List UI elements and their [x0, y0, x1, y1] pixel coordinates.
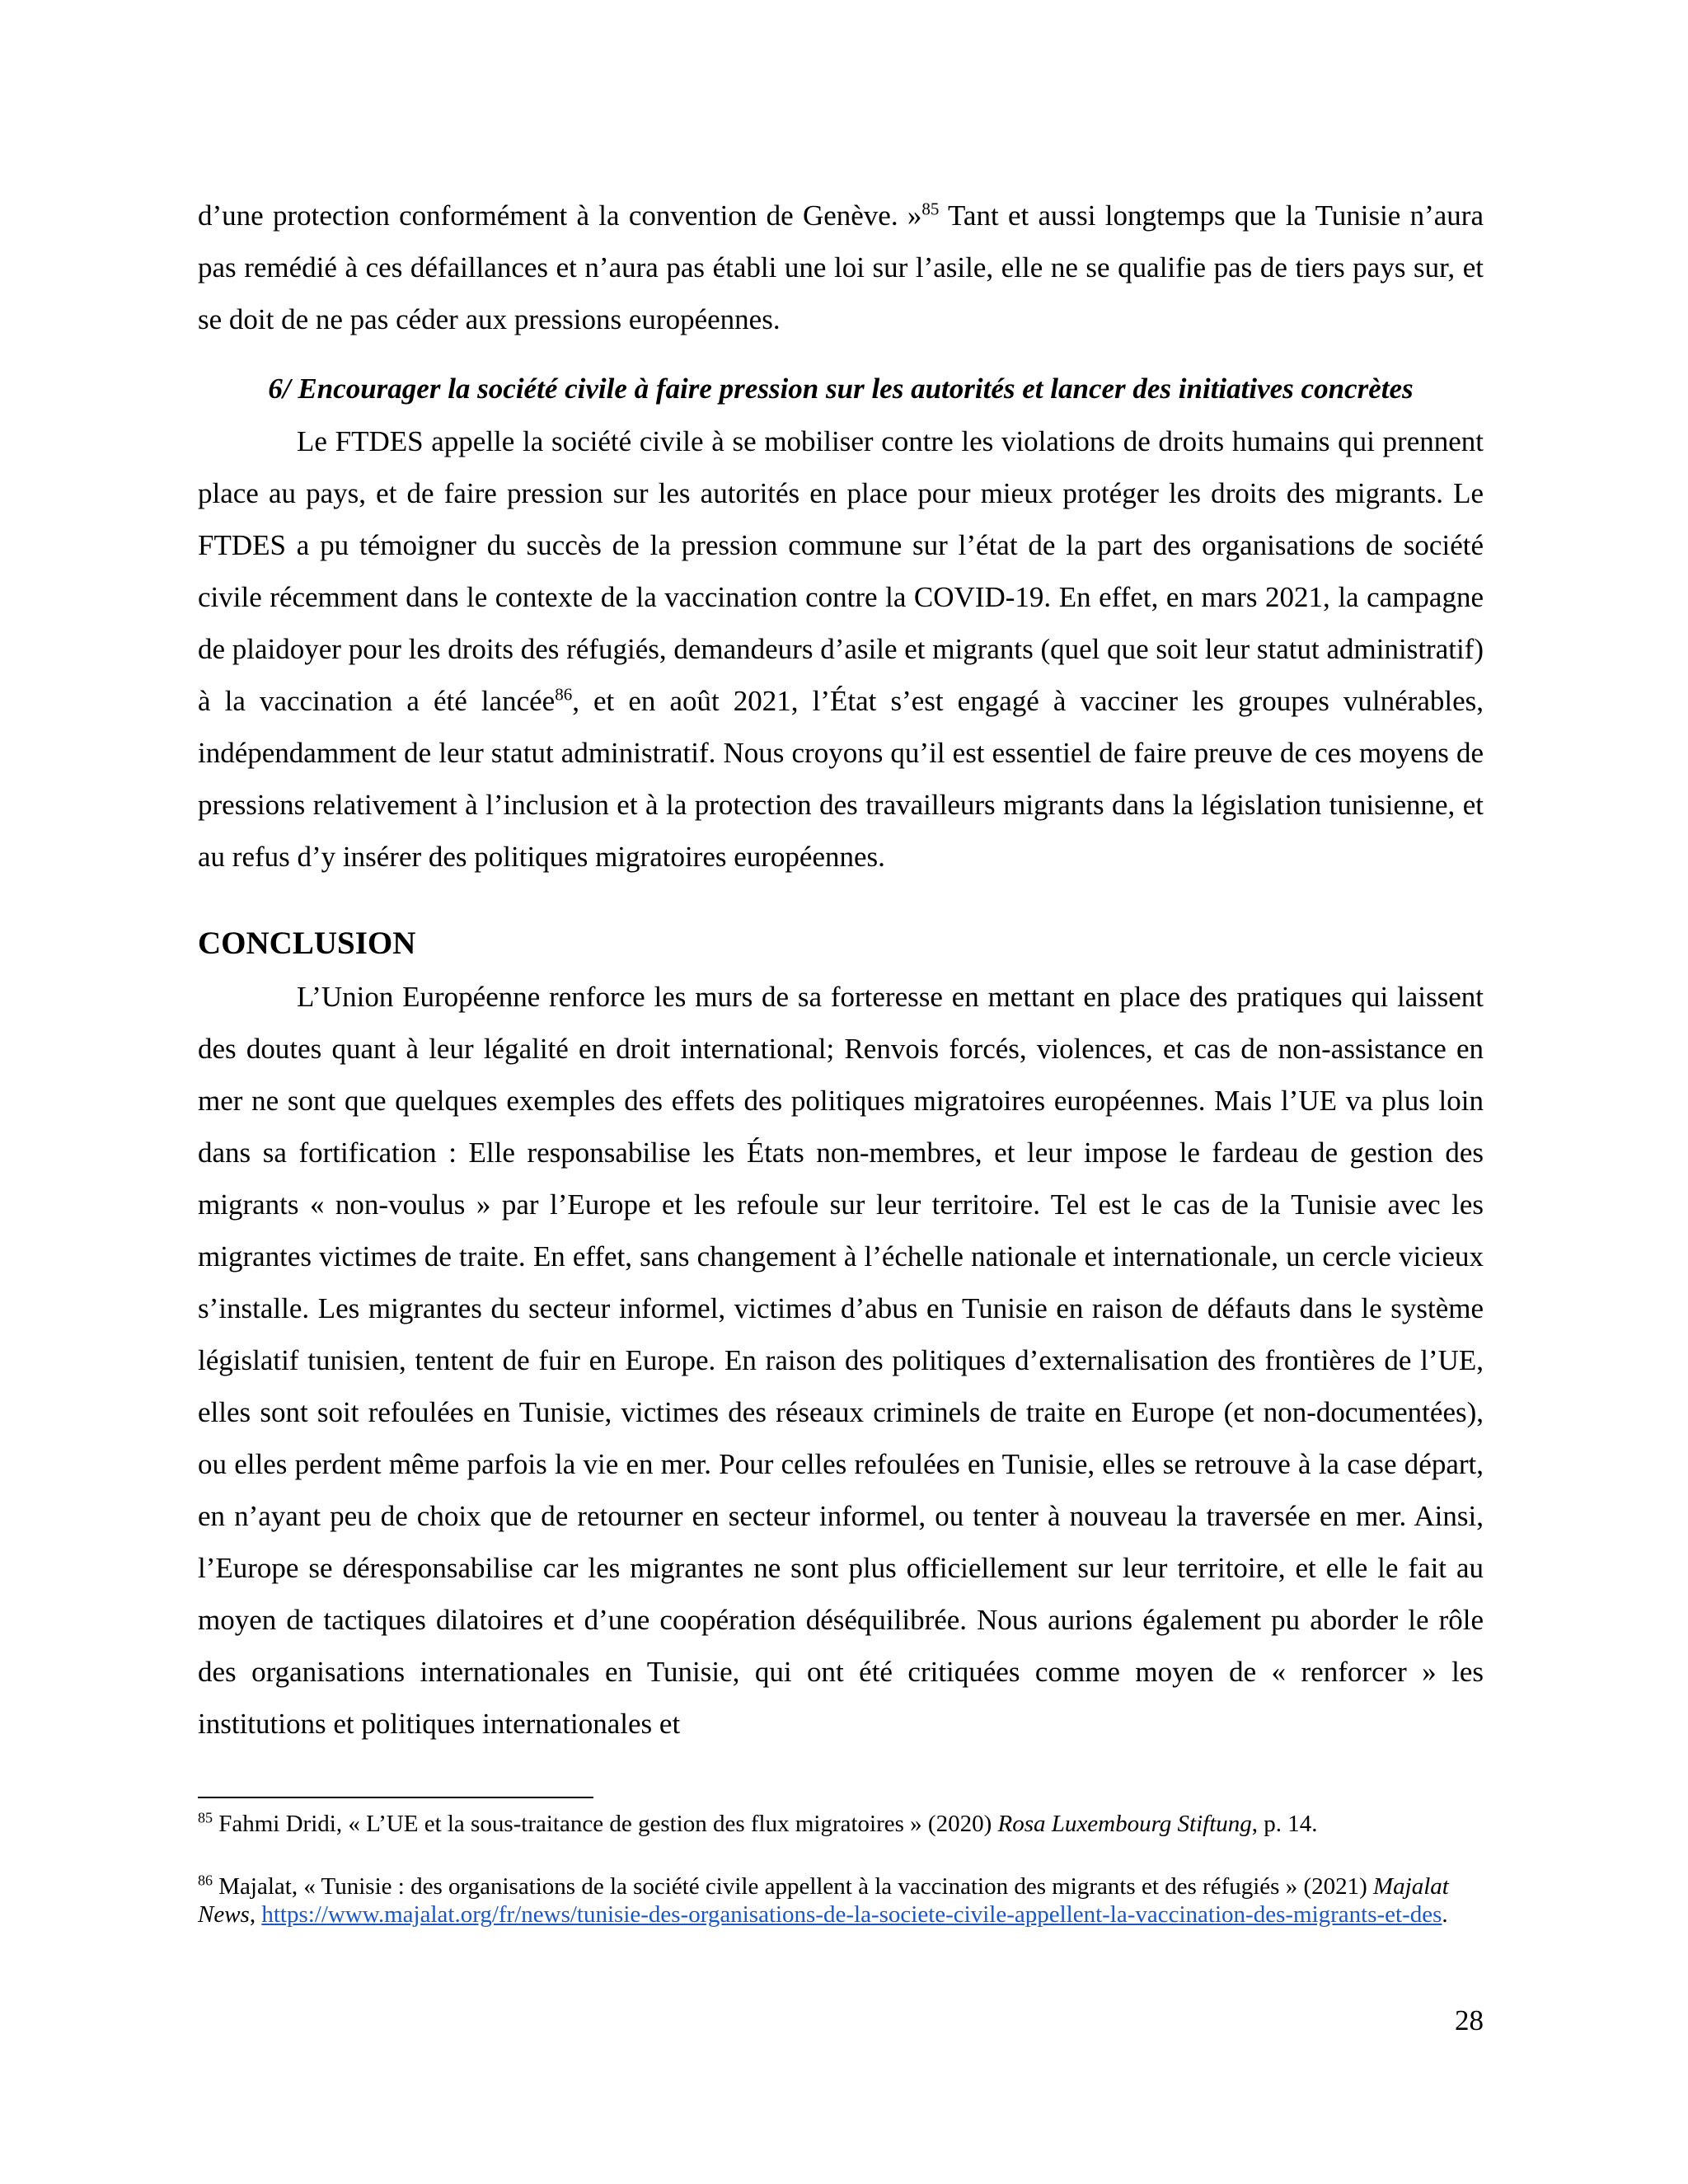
footnote-number: 86 [198, 1872, 213, 1889]
footnote-source-title: Rosa Luxembourg Stiftung [997, 1811, 1252, 1837]
paragraph-text: Tant et aussi longtemps que la Tunisie n’aura pas remédié à ces défaillances et n’aura pas établi une loi sur l’asile, elle ne se qualifie pas de tiers pays sur, et se doit de ne pas céder aux pressions européennes. [198, 199, 1484, 335]
footnote-86 [198, 1872, 1484, 1929]
paragraph-text: , et en août 2021, l’État s’est engagé à vacciner les groupes vulnérables, indépendamment de leur statut administratif. Nous croyons qu’il est essentiel de faire preuve de ces moyens de pressions relativement à l’inclusion et à la protection des travailleurs migrants dans la législation tunisienne, et au refus d’y insérer des politiques migratoires européennes. [198, 685, 1484, 873]
footnote-source-title: Majalat News [198, 1873, 1449, 1928]
paragraph-text: Le FTDES appelle la société civile à se mobiliser contre les violations de droits humains qui prennent place au pays, et de faire pression sur les autorités en place pour mieux protéger les droits des migrants. Le FTDES a pu témoigner du succès de la pression commune sur l’état de la part des organisations de société civile récemment dans le contexte de la vaccination contre la COVID-19. En effet, en mars 2021, la campagne de plaidoyer pour les droits des réfugiés, demandeurs d’asile et migrants (quel que soit leur statut administratif) à la vaccination a été lancée [198, 425, 1484, 717]
footnote-text: , [249, 1901, 262, 1928]
footnote-text: Fahmi Dridi, « L’UE et la sous-traitance de gestion des flux migratoires » (2020) [213, 1811, 998, 1837]
footnote-reference-86[interactable]: 86 [555, 684, 573, 705]
conclusion-heading: CONCLUSION [198, 926, 416, 961]
footnote-number: 85 [198, 1809, 213, 1826]
body-paragraph-continued [198, 190, 1484, 345]
body-paragraph-conclusion: L’Union Européenne renforce les murs de sa forteresse en mettant en place des pratiques qui laissent des doutes quant à leur légalité en droit international; Renvois forcés, violences, et cas de non-assistance en mer ne sont que quelques exemples des effets des politiques migratoires européennes. Mais l’UE va plus loin dans sa fortification : Elle responsabilise les États non-membres, et leur impose le fardeau de gestion des migrants « non-voulus » par l’Europe et les refoule sur leur territoire. Tel est le cas de la Tunisie avec les migrantes victimes de traite. En effet, sans changement à l’échelle nationale et internationale, un cercle vicieux s’installe. Les migrantes du secteur informel, victimes d’abus en Tunisie en raison de défauts dans le système législatif tunisien, tentent de fuir en Europe. En raison des politiques d’externalisation des frontières de l’UE, elles sont soit refoulées en Tunisie, victimes des réseaux criminels de traite en Europe (et non-documentées), ou elles perdent même parfois la vie en mer. Pour celles refoulées en Tunisie, elles se retrouve à la case départ, en n’ayant peu de choix que de retourner en secteur informel, ou tenter à nouveau la traversée en mer. Ainsi, l’Europe se déresponsabilise car les migrantes ne sont plus officiellement sur leur territoire, et elle le fait au moyen de tactiques dilatoires et d’une coopération déséquilibrée. Nous aurions également pu aborder le rôle des organisations internationales en Tunisie, qui ont été critiquées comme moyen de « renforcer » les institutions et politiques internationales et [198, 981, 1484, 1740]
footnote-text: Majalat, « Tunisie : des organisations de la société civile appellent à la vaccination des migrants et des réfugiés » (2021) [213, 1873, 1374, 1900]
footnote-separator [198, 1797, 593, 1798]
section-subheading: 6/ Encourager la société civile à faire pression sur les autorités et lancer des initiatives concrètes [268, 373, 1414, 405]
body-paragraph-ftdes [198, 415, 1484, 883]
footnote-text: , p. 14. [1251, 1811, 1318, 1837]
footnote-85 [198, 1810, 1484, 1838]
footnote-url-link[interactable]: https://www.majalat.org/fr/news/tunisie-des-organisations-de-la-societe-civile-appellent-la-vaccination-des-migrants-et-des [261, 1901, 1442, 1928]
footnote-reference-85[interactable]: 85 [921, 199, 940, 219]
footnote-text: . [1442, 1901, 1448, 1928]
paragraph-text: d’une protection conformément à la convention de Genève. » [198, 199, 922, 232]
page-number: 28 [1455, 2004, 1484, 2036]
